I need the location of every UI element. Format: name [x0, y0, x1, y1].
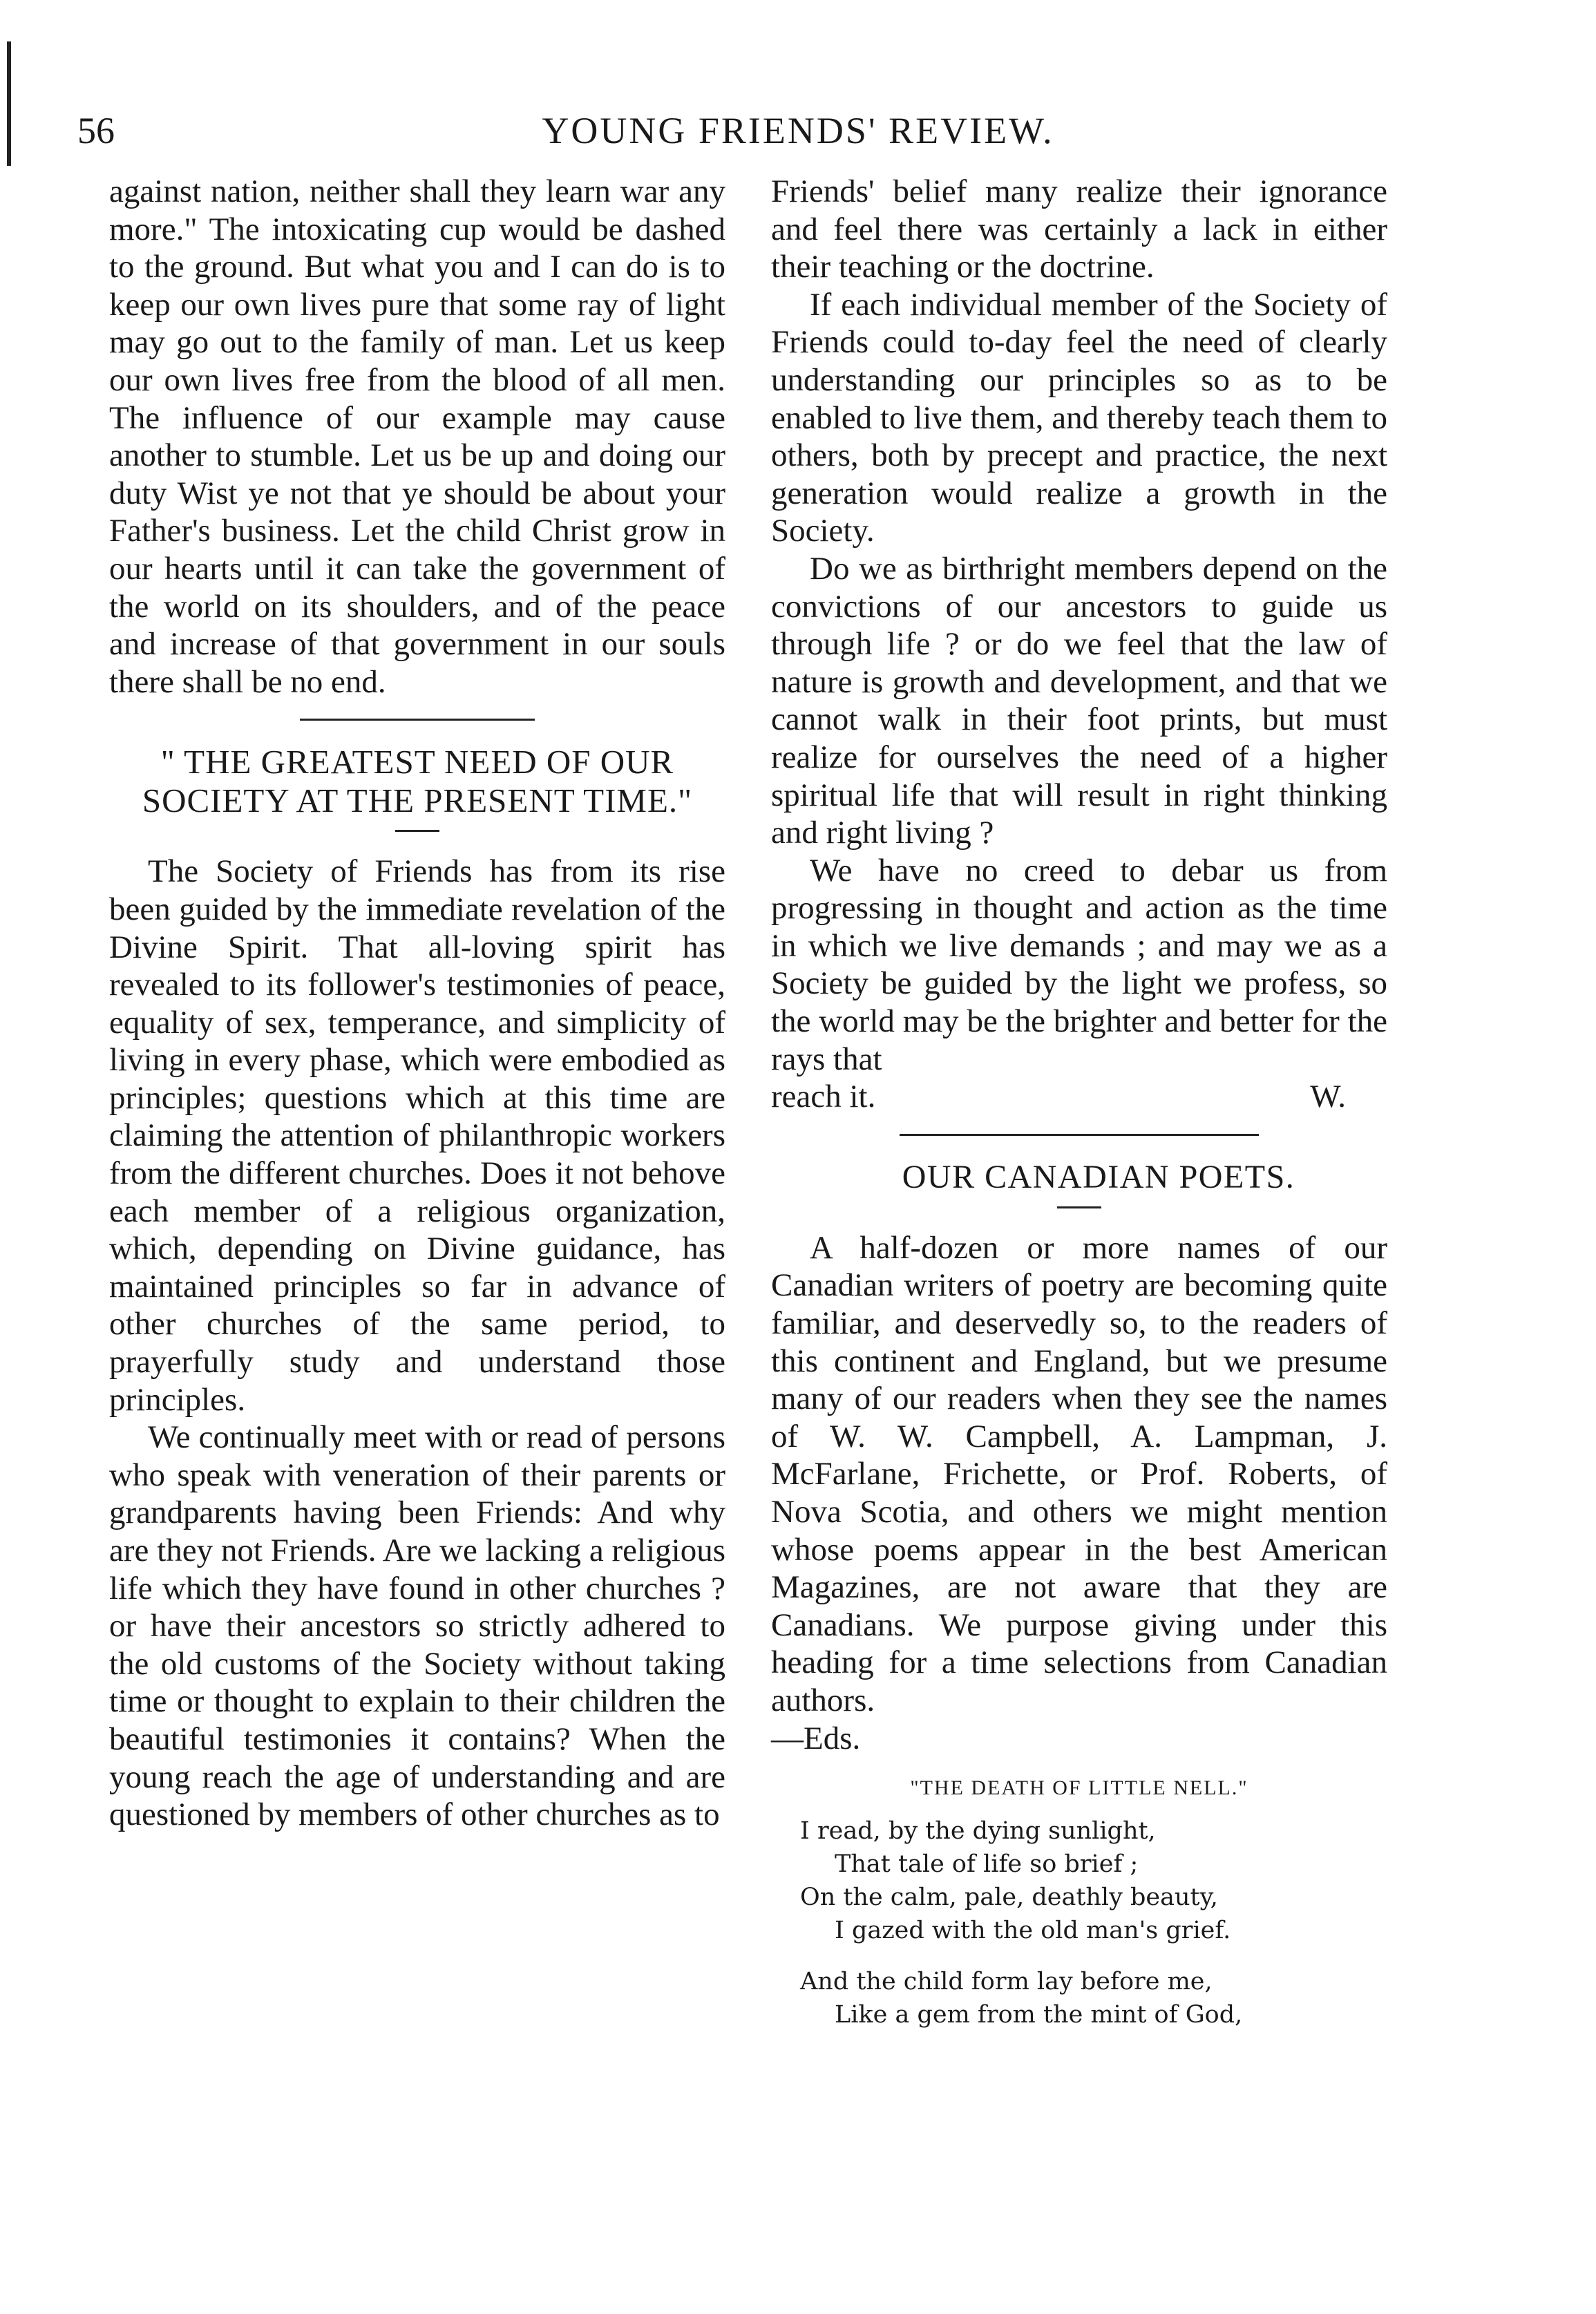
- poem-stanza: [771, 1814, 1387, 1947]
- poem-stanza: [771, 1965, 1387, 2031]
- poem-line: And the child form lay before me,: [800, 1967, 1213, 1995]
- section-heading: OUR CANADIAN POETS.: [902, 1158, 1295, 1195]
- paragraph: We continually meet with or read of persons who speak with veneration of their parents or grandparents having been Friends: And why are they not Friends. Are we lacking a religious life which they have found in other churches ? or have their ancestors so strictly adhered to the old customs of the Society without taking time or thought to explain to their children the beautiful testimonies it contains? When the young reach the age of understanding and are questioned by members of other churches as to: [109, 1419, 725, 1833]
- article-heading: " THE GREATEST NEED OF OUR SOCIETY AT THE PRESENT TIME.": [142, 743, 693, 820]
- section-divider: [300, 719, 535, 721]
- paragraph: We have no creed to debar us from progressing in thought and action as the time in which we live demands ; and may we as a Society be guided by the light we profess, so the world may be the brighter and better for the rays that: [771, 852, 1387, 1077]
- editors-signature: —Eds.: [771, 1720, 861, 1756]
- paragraph: If each individual member of the Society of Friends could to-day feel the need of clearly understanding our principles so as to be enabled to live them, and thereby teach them to others, both by precept and practice, the next generation would realize a growth in the Society.: [771, 286, 1387, 549]
- paragraph: against nation, neither shall they learn war any more." The intoxicating cup would be dashed to the ground. But what you and I can do is to keep our own lives pure that some ray of light may go out to the family of man. Let us keep our own lives free from the blood of all men. The influence of our example may cause another to stumble. Let us be up and doing our duty Wist ye not that ye should be about your Father's business. Let the child Christ grow in our hearts until it can take the government of the world on its shoulders, and of the peace and increase of that government in our souls there shall be no end.: [109, 173, 725, 700]
- heading-divider: [1057, 1206, 1101, 1208]
- poem-line: On the calm, pale, deathly beauty,: [800, 1883, 1218, 1911]
- right-column: [771, 173, 1387, 2049]
- heading-divider: [395, 830, 439, 832]
- poem-line: That tale of life so brief ;: [835, 1850, 1139, 1878]
- paragraph: Do we as birthright members depend on the convictions of our ancestors to guide us through life ? or do we feel that the law of nature is growth and development, and that we cannot walk in their foot prints, but must realize for ourselves the need of a higher spiritual life that will result in right thinking and right living ?: [771, 550, 1387, 851]
- poem: [771, 1814, 1387, 2031]
- paragraph: A half-dozen or more names of our Canadian writers of poetry are becoming quite familiar, and deservedly so, to the readers of this continent and England, but we presume many of our readers when they see the names of W. W. Campbell, A. Lampman, J. McFarlane, Frichette, or Prof. Roberts, of Nova Scotia, and others we might mention whose poems appear in the best American Magazines, are not aware that they are Canadians. We purpose giving under this heading for a time selections from Canadian authors.: [771, 1229, 1387, 1718]
- signature-line: [771, 1078, 1387, 1116]
- paragraph: Friends' belief many realize their ignorance and feel there was certainly a lack in either their teaching or the doctrine.: [771, 173, 1387, 285]
- poem-line: Like a gem from the mint of God,: [835, 2000, 1243, 2029]
- left-column: [109, 173, 725, 1834]
- page-number: 56: [77, 110, 115, 151]
- poem-line: I read, by the dying sunlight,: [800, 1817, 1156, 1845]
- poem-title: "THE DEATH OF LITTLE NELL.": [910, 1776, 1248, 1800]
- paragraph-end: reach it.: [771, 1079, 876, 1115]
- signature: W.: [1310, 1079, 1346, 1115]
- poem-line: I gazed with the old man's grief.: [835, 1916, 1231, 1944]
- running-title: YOUNG FRIENDS' REVIEW.: [542, 110, 1054, 151]
- paragraph: The Society of Friends has from its rise been guided by the immediate revelation of the Divine Spirit. That all-loving spirit has revealed to its follower's testimonies of peace, equality of sex, temperance, and simplicity of living in every phase, which were embodied as principles; questions which at this time are claiming the attention of philanthropic workers from the different churches. Does it not behove each member of a religious organization, which, depending on Divine guidance, has maintained principles so far in advance of other churches of the same period, to prayerfully study and understand those principles.: [109, 853, 725, 1418]
- section-divider: [900, 1134, 1259, 1136]
